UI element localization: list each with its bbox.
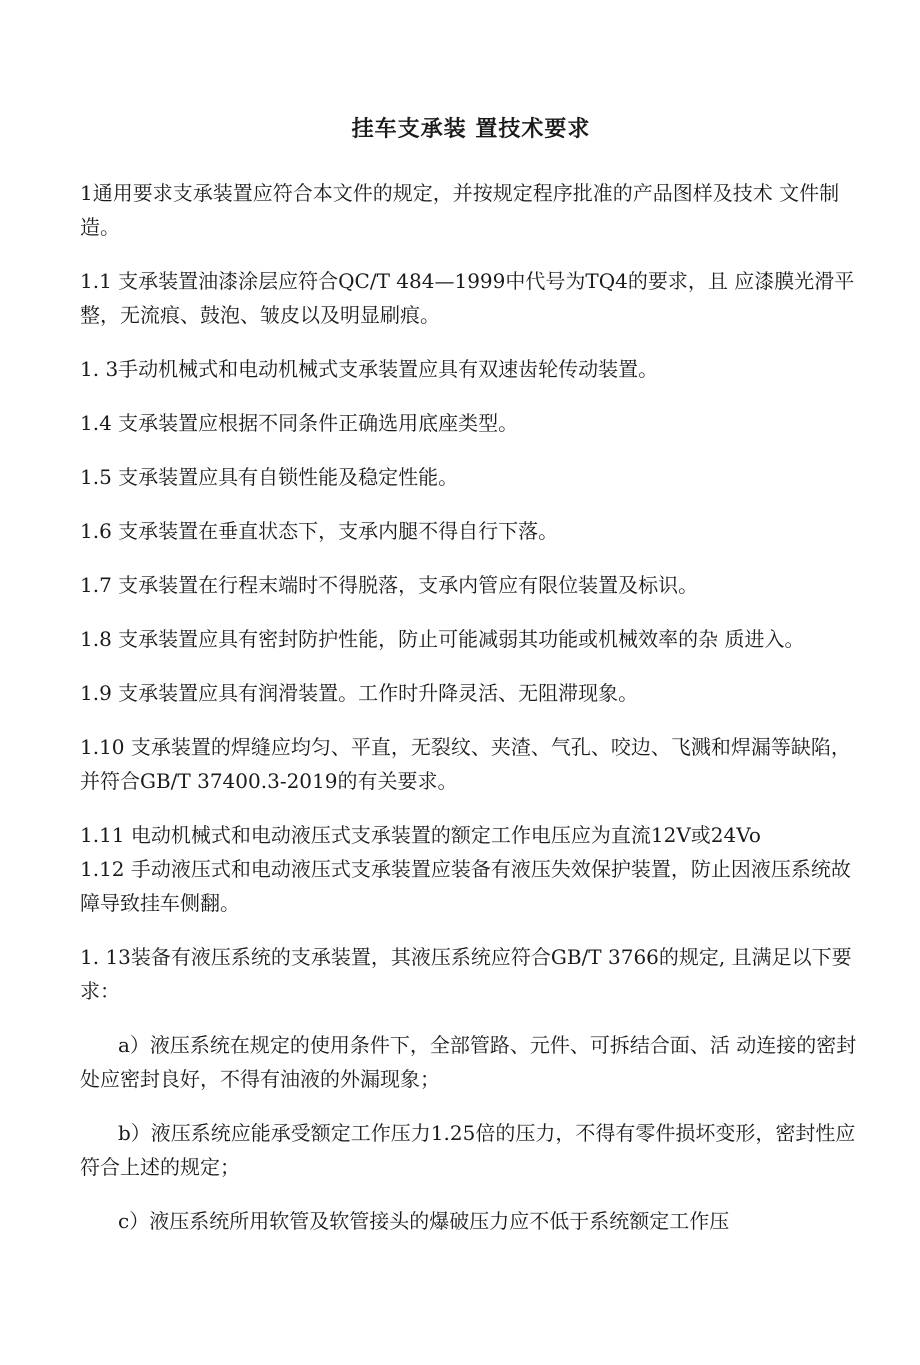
paragraph-1-5: 1.5 支承装置应具有自锁性能及稳定性能。 [80, 465, 459, 489]
paragraph-1-6: 1.6 支承装置在垂直状态下，支承内腿不得自行下落。 [80, 519, 559, 543]
paragraph-1-11: 1.11 电动机械式和电动液压式支承装置的额定工作电压应为直流12V或24Vo [80, 823, 761, 847]
paragraph-1-7: 1.7 支承装置在行程末端时不得脱落，支承内管应有限位装置及标识。 [80, 573, 699, 597]
paragraph-1-3: 1. 3手动机械式和电动机械式支承装置应具有双速齿轮传动装置。 [80, 357, 659, 381]
paragraph-general-requirements: 1通用要求支承装置应符合本文件的规定，并按规定程序批准的产品图样及技术 文件制造。 [80, 181, 840, 239]
list-item-b: b）液压系统应能承受额定工作压力1.25倍的压力，不得有零件损坏变形，密封性应符合上述的规定； [80, 1121, 856, 1179]
paragraph-1-9: 1.9 支承装置应具有润滑装置。工作时升降灵活、无阻滞现象。 [80, 681, 639, 705]
document-page [80, 112, 862, 1258]
paragraph-1-4: 1.4 支承装置应根据不同条件正确选用底座类型。 [80, 411, 519, 435]
paragraph-1-12: 1.12 手动液压式和电动液压式支承装置应装备有液压失效保护装置，防止因液压系统故障导致挂车侧翻。 [80, 857, 851, 915]
list-item-a: a）液压系统在规定的使用条件下，全部管路、元件、可拆结合面、活 动连接的密封处应密封良好，不得有油液的外漏现象； [80, 1033, 857, 1091]
paragraph-1-13: 1. 13装备有液压系统的支承装置，其液压系统应符合GB/T 3766的规定, 且满足以下要求： [80, 945, 852, 1003]
paragraph-1-8: 1.8 支承装置应具有密封防护性能，防止可能减弱其功能或机械效率的杂 质进入。 [80, 627, 805, 651]
list-item-c: c）液压系统所用软管及软管接头的爆破压力应不低于系统额定工作压 [118, 1209, 730, 1233]
document-title: 挂车支承装 置技术要求 [351, 117, 591, 142]
paragraph-1-10: 1.10 支承装置的焊缝应均匀、平直，无裂纹、夹渣、气孔、咬边、飞溅和焊漏等缺陷，并符合GB/T 37400.3-2019的有关要求。 [80, 735, 851, 793]
paragraph-1-1: 1.1 支承装置油漆涂层应符合QC/T 484—1999中代号为TQ4的要求，且 应漆膜光滑平整，无流痕、鼓泡、皱皮以及明显刷痕。 [80, 269, 855, 327]
